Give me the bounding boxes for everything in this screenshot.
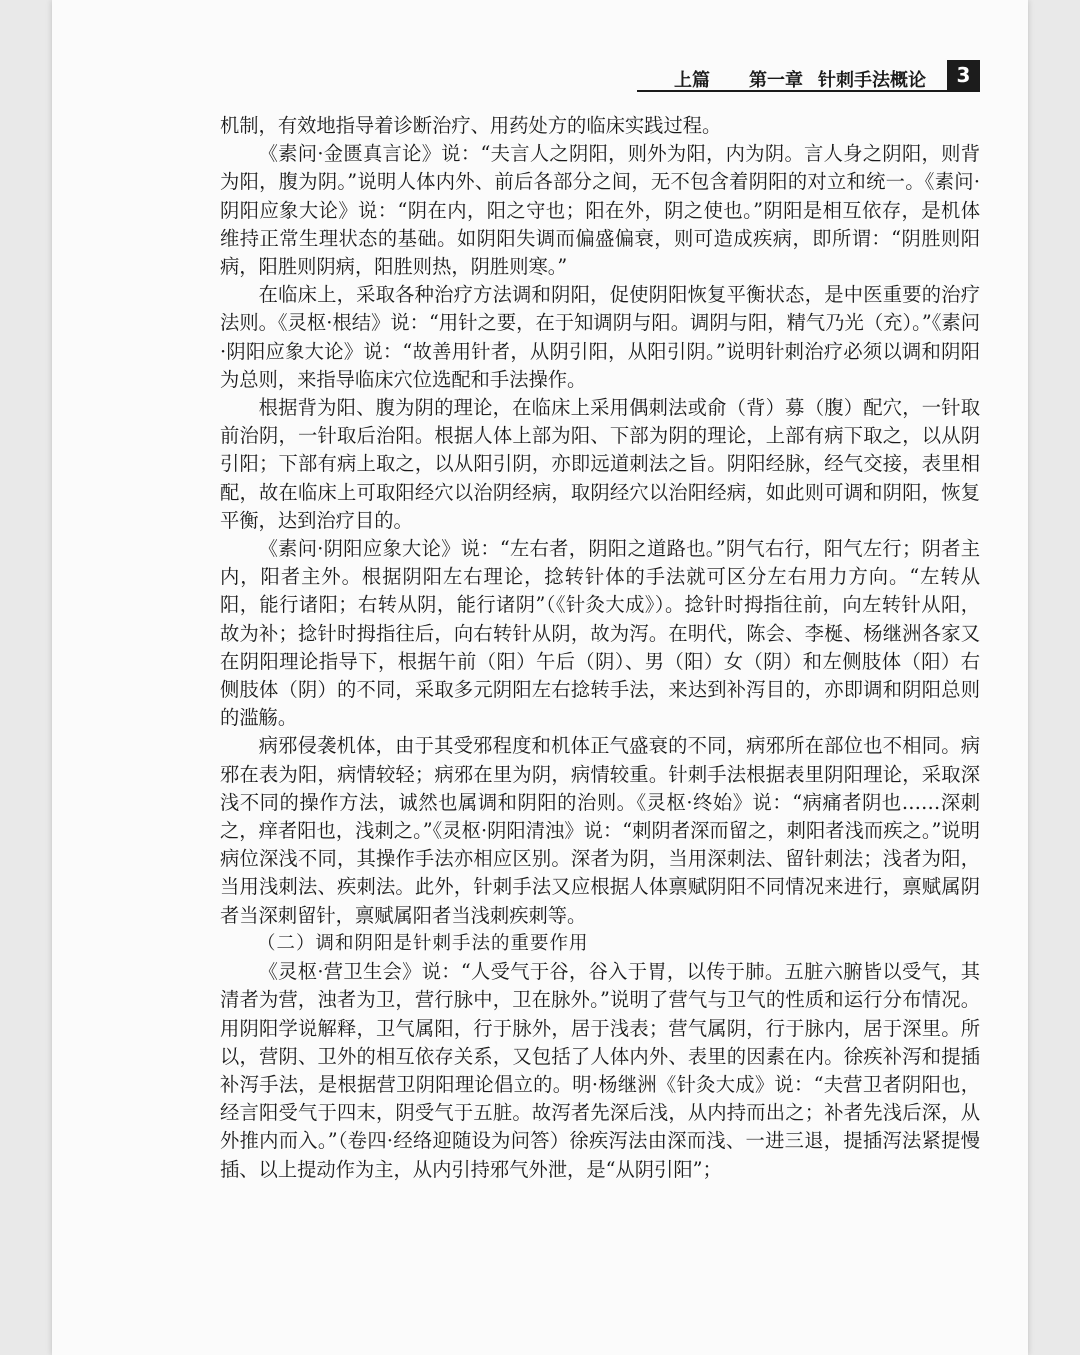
paragraph: 根据背为阳、腹为阴的理论，在临床上采用偶刺法或俞（背）募（腹）配穴，一针取前治阴，一针取后治阳。根据人体上部为阳、下部为阴的理论，上部有病下取之，以从阴引阳；下部有病上取之，以从阳引阴，亦即远道刺法之旨。阴阳经脉，经气交接，表里相配，故在临床上可取阳经穴以治阴经病，取阴经穴以治阳经病，如此则可调和阴阳，恢复平衡，达到治疗目的。 <box>220 396 980 532</box>
running-head-title: 针刺手法概论 <box>818 70 926 91</box>
paragraph: 机制，有效地指导着诊断治疗、用药处方的临床实践过程。 <box>220 114 722 137</box>
page-number: 3 <box>947 60 980 90</box>
paragraph: 在临床上，采取各种治疗方法调和阴阳，促使阴阳恢复平衡状态，是中医重要的治疗法则。《灵枢·根结》说：“用针之要，在于知调阴与阳。调阴与阳，精气乃光（充）。”《素问·阴阳应象大论》说：“故善用针者，从阴引阳，从阳引阴。”说明针刺治疗必须以调和阴阳为总则，来指导临床穴位选配和手法操作。 <box>220 283 980 391</box>
paragraph: 《灵枢·营卫生会》说：“人受气于谷，谷入于胃，以传于肺。五脏六腑皆以受气，其清者为营，浊者为卫，营行脉中，卫在脉外。”说明了营气与卫气的性质和运行分布情况。用阴阳学说解释，卫气属阳，行于脉外，居于浅表；营气属阴，行于脉内，居于深里。所以，营阴、卫外的相互依存关系，又包括了人体内外、表里的因素在内。徐疾补泻和提插补泻手法，是根据营卫阴阳理论倡立的。明·杨继洲《针灸大成》说：“夫营卫者阴阳也，经言阳受气于四末，阴受气于五脏。故泻者先深后浅，从内持而出之；补者先浅后深，从外推内而入。”（卷四·经络迎随设为问答）徐疾泻法由深而浅、一进三退，提插泻法紧提慢插、以上提动作为主，从内引持邪气外泄，是“从阴引阳”； <box>220 960 980 1181</box>
running-head <box>637 62 980 92</box>
paragraph: 《素问·金匮真言论》说：“夫言人之阴阳，则外为阳，内为阴。言人身之阴阳，则背为阳，腹为阴。”说明人体内外、前后各部分之间，无不包含着阴阳的对立和统一。《素问·阴阳应象大论》说：“阴在内，阳之守也；阳在外，阴之使也。”阴阳是相互依存，是机体维持正常生理状态的基础。如阴阳失调而偏盛偏衰，则可造成疾病，即所谓：“阴胜则阳病，阳胜则阴病，阳胜则热，阴胜则寒。” <box>220 142 980 279</box>
paragraph: 《素问·阴阳应象大论》说：“左右者，阴阳之道路也。”阴气右行，阳气左行；阴者主内，阳者主外。根据阴阳左右理论，捻转针体的手法就可区分左右用力方向。“左转从阳，能行诸阳；右转从阴，能行诸阴”（《针灸大成》）。捻针时拇指往前，向左转针从阳，故为补；捻针时拇指往后，向右转针从阴，故为泻。在明代，陈会、李梴、杨继洲各家又在阴阳理论指导下，根据午前（阳）午后（阴）、男（阳）女（阴）和左侧肢体（阳）右侧肢体（阴）的不同，采取多元阴阳左右捻转手法，来达到补泻目的，亦即调和阴阳总则的滥觞。 <box>220 537 980 730</box>
paragraph: 病邪侵袭机体，由于其受邪程度和机体正气盛衰的不同，病邪所在部位也不相同。病邪在表为阳，病情较轻；病邪在里为阴，病情较重。针刺手法根据表里阴阳理论，采取深浅不同的操作方法，诚然也属调和阴阳的治则。《灵枢·终始》说：“病痛者阴也……深刺之，痒者阳也，浅刺之。”《灵枢·阴阳清浊》说：“刺阴者深而留之，刺阳者浅而疾之。”说明病位深浅不同，其操作手法亦相应区别。深者为阴，当用深刺法、留针刺法；浅者为阳，当用浅刺法、疾刺法。此外，针刺手法又应根据人体禀赋阴阳不同情况来进行，禀赋属阴者当深刺留针，禀赋属阳者当浅刺疾刺等。 <box>220 734 980 927</box>
section-heading: （二）调和阴阳是针刺手法的重要作用 <box>257 932 589 954</box>
running-head-chapter: 第一章 <box>749 70 803 91</box>
book-page <box>52 0 1028 1355</box>
running-head-part: 上篇 <box>674 70 710 91</box>
body-text <box>220 112 980 1184</box>
